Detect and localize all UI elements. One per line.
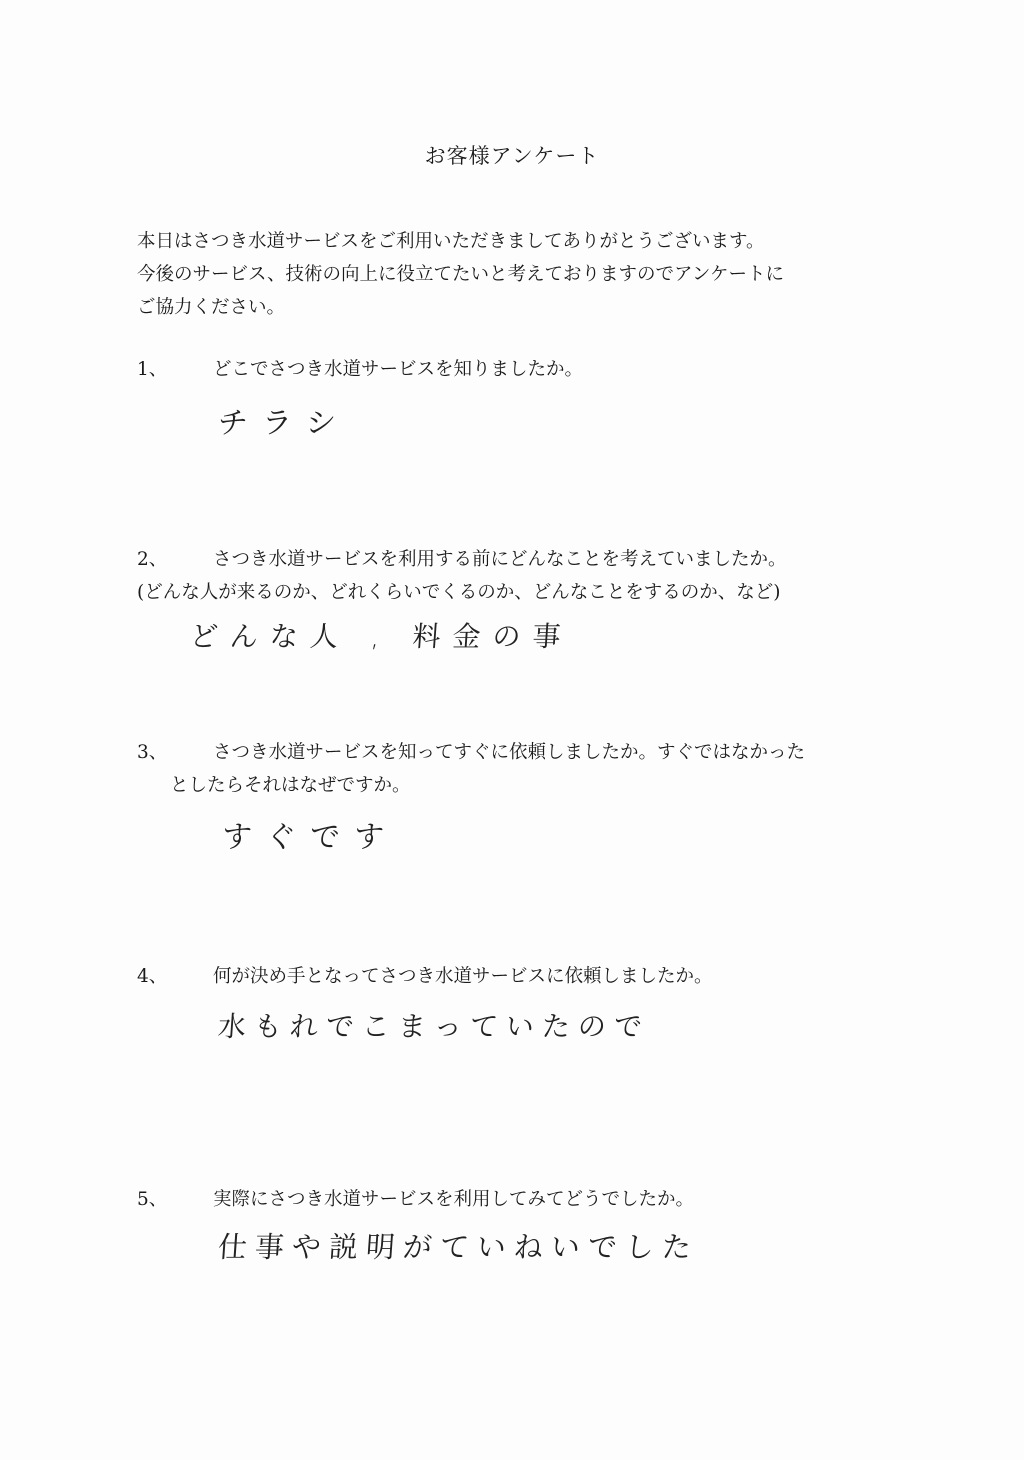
question-2-answer: どんな人 , 料金の事: [188, 620, 574, 653]
question-4-text: 何が決め手となってさつき水道サービスに依頼しましたか。: [213, 966, 713, 987]
question-3-subtext: としたらそれはなぜですか。: [170, 775, 411, 796]
intro-line: 本日はさつき水道サービスをご利用いただきましてありがとうございます。: [137, 231, 765, 252]
question-5-text: 実際にさつき水道サービスを利用してみてどうでしたか。: [213, 1189, 695, 1210]
intro-line: 今後のサービス、技術の向上に役立てたいと考えておりますのでアンケートに: [137, 264, 784, 285]
question-2-number: 2、: [137, 549, 168, 570]
question-4-answer: 水もれでこまっていたので: [216, 1010, 652, 1043]
question-1-text: どこでさつき水道サービスを知りましたか。: [213, 359, 584, 380]
question-5-answer: 仕事や説明がていねいでした: [216, 1230, 701, 1264]
question-3-answer: すぐです: [220, 820, 399, 855]
survey-title: お客様アンケート: [424, 144, 600, 168]
question-2-text: さつき水道サービスを利用する前にどんなことを考えていましたか。: [213, 549, 787, 570]
question-2-subtext: (どんな人が来るのか、どれくらいでくるのか、どんなことをするのか、など): [137, 582, 781, 603]
question-4-number: 4、: [137, 966, 168, 987]
question-1-number: 1、: [137, 359, 168, 380]
question-3-number: 3、: [137, 742, 168, 763]
question-1-answer: チラシ: [216, 406, 351, 441]
question-5-number: 5、: [137, 1189, 168, 1210]
intro-line: ご協力ください。: [137, 297, 286, 318]
question-3-text: さつき水道サービスを知ってすぐに依頼しましたか。すぐではなかった: [213, 742, 806, 763]
intro-paragraph: [137, 225, 897, 324]
